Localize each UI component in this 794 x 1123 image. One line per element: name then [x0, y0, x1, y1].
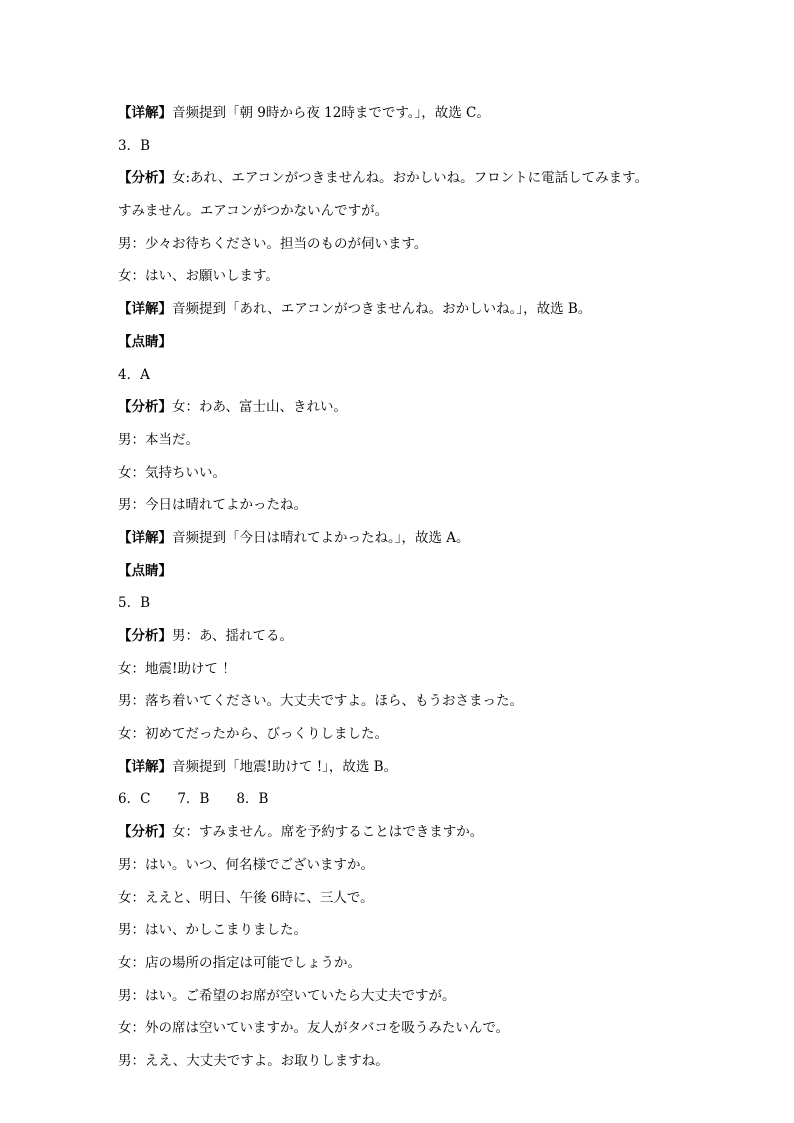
text-line — [118, 494, 738, 527]
line-text: 男：はい。ご希望のお席が空いていたら大丈夫ですが。 — [118, 987, 456, 1004]
text-line — [118, 560, 738, 593]
section-tag: 【详解】 — [118, 105, 172, 121]
line-text: 女：わあ、富士山、きれい。 — [172, 399, 347, 416]
line-text: 女：はい、お願いします。 — [118, 268, 279, 285]
section-tag: 【详解】 — [118, 529, 172, 546]
text-line — [118, 167, 738, 200]
text-line — [118, 331, 738, 364]
text-line — [118, 952, 738, 985]
text-line — [118, 690, 738, 723]
section-tag: 【分析】 — [118, 628, 172, 644]
text-line — [118, 462, 738, 495]
line-text: 女：すみません。席を予約することはできますか。 — [172, 824, 484, 841]
text-line — [118, 919, 738, 952]
text-line — [118, 1017, 738, 1050]
text-line — [118, 429, 738, 462]
line-text: 5．B — [118, 595, 151, 612]
line-text: 男：落ち着いてください。大丈夫ですよ。ほら、もうおさまった。 — [118, 693, 523, 710]
line-text: 男：今日は晴れてよかったね。 — [118, 497, 307, 514]
text-line — [118, 658, 738, 691]
line-text: 女：外の席は空いていますか。友人がタバコを吸うみたいんで。 — [118, 1020, 510, 1037]
text-line — [118, 200, 738, 233]
text-line — [118, 1050, 738, 1083]
text-line — [118, 985, 738, 1018]
text-line — [118, 821, 738, 854]
answer-line — [118, 364, 738, 397]
line-text: 男：少々お待ちください。担当のものが伺います。 — [118, 235, 428, 252]
document-body — [118, 102, 738, 1083]
line-text: 女:あれ、エアコンがつきませんね。おかしいね。フロントに電話してみます。 — [172, 170, 649, 187]
line-text: 男：あ、揺れてる。 — [172, 628, 293, 644]
line-text: 女：地震!助けて ！ — [118, 660, 236, 677]
text-line — [118, 854, 738, 887]
line-text: 女：初めてだったから、びっくりしました。 — [118, 726, 388, 743]
text-line — [118, 265, 738, 298]
line-text: 音频提到「朝 9時から夜 12時までです。」，故选 C。 — [172, 105, 490, 121]
section-tag: 【点睛】 — [118, 562, 172, 579]
line-text: 男：ええ、大丈夫ですよ。お取りしますね。 — [118, 1052, 389, 1069]
line-text: 女：ええと、明日、午後 6時に、三人で。 — [118, 889, 374, 906]
section-tag: 【详解】 — [118, 758, 172, 775]
text-line — [118, 233, 738, 266]
line-text: 女：気持ちいい。 — [118, 464, 226, 481]
line-text: 3．B — [118, 137, 151, 154]
line-text: 4．A — [118, 366, 150, 383]
line-text: すみません。エアコンがつかないんですが。 — [118, 203, 389, 220]
text-line — [118, 625, 738, 658]
answer-line — [118, 788, 738, 821]
text-line — [118, 756, 738, 789]
line-text: 男：本当だ。 — [118, 431, 199, 448]
section-tag: 【点睛】 — [118, 333, 172, 350]
line-text: 音频提到「今日は晴れてよかったね。」，故选 A。 — [172, 529, 470, 546]
text-line — [118, 527, 738, 560]
line-text: 男：はい。いつ、何名様でございますか。 — [118, 856, 374, 873]
text-line — [118, 723, 738, 756]
section-tag: 【分析】 — [118, 399, 172, 416]
section-tag: 【分析】 — [118, 170, 172, 187]
section-tag: 【分析】 — [118, 824, 172, 841]
line-text: 6．C 7．B 8．B — [118, 791, 269, 808]
line-text: 男：はい、かしこまりました。 — [118, 922, 307, 939]
section-tag: 【详解】 — [118, 301, 172, 318]
answer-line — [118, 592, 738, 625]
text-line — [118, 102, 738, 135]
text-line — [118, 298, 738, 331]
answer-line — [118, 135, 738, 168]
text-line — [118, 887, 738, 920]
line-text: 音频提到「あれ、エアコンがつきませんね。おかしいね。」，故选 B。 — [172, 301, 592, 318]
text-line — [118, 396, 738, 429]
line-text: 女：店の場所の指定は可能でしょうか。 — [118, 954, 361, 971]
line-text: 音频提到「地震!助けて !」，故选 B。 — [172, 758, 398, 775]
